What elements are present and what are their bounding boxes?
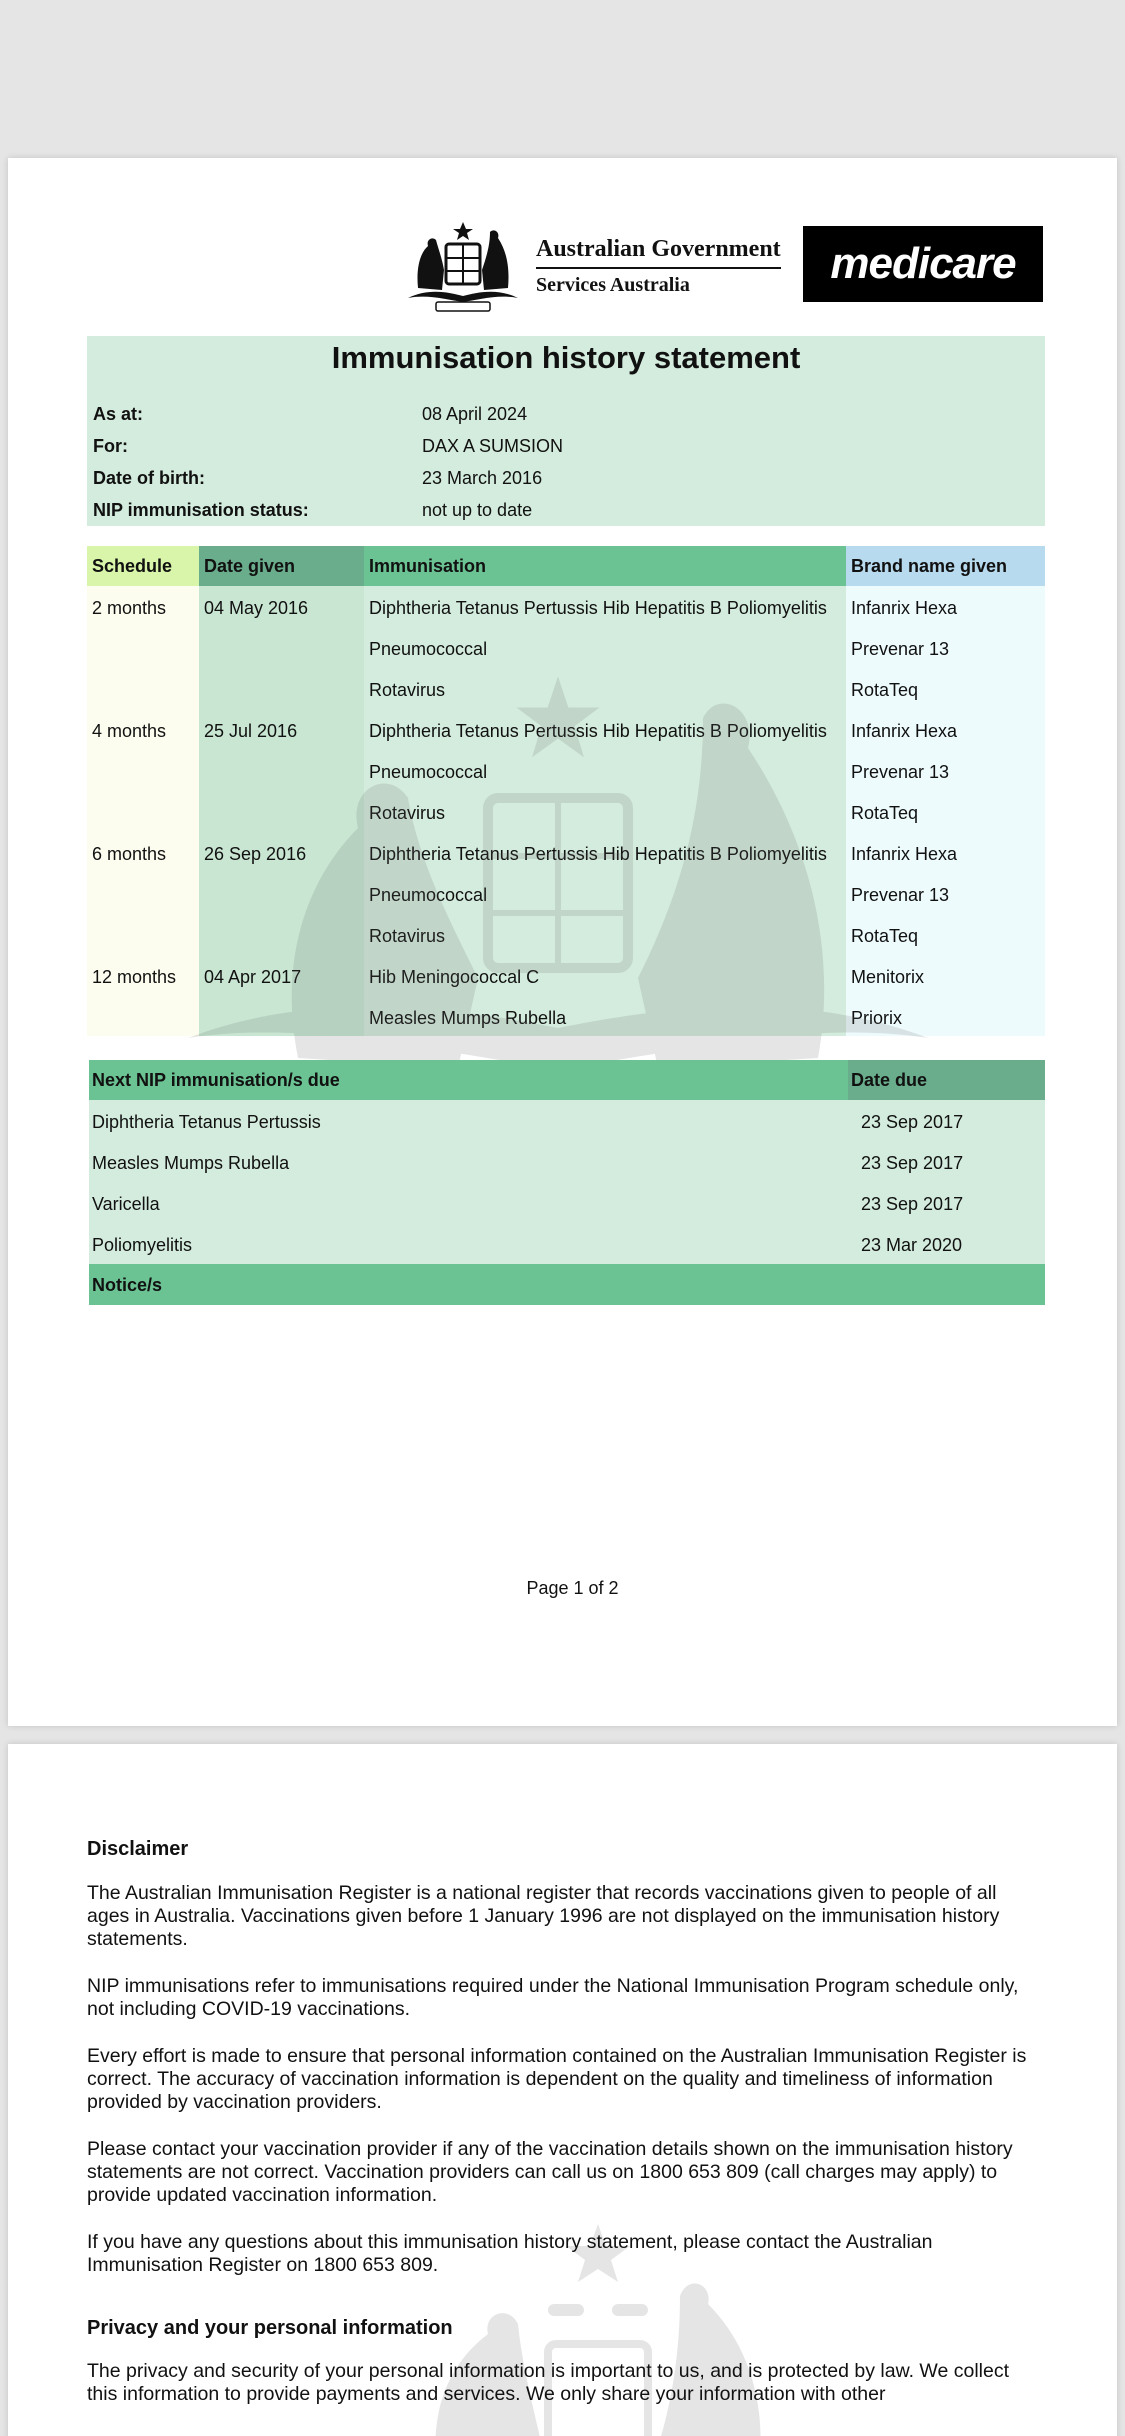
column-header-next-due: Next NIP immunisation/s due — [89, 1060, 848, 1100]
cell-brand: Prevenar 13 — [851, 639, 950, 659]
column-header-immunisation: Immunisation — [364, 546, 846, 586]
cell-date: 23 Mar 2020 — [861, 1235, 963, 1255]
cell-brand: RotaTeq — [851, 680, 919, 700]
disclaimer-heading: Disclaimer — [87, 1838, 189, 1860]
agency-department: Services Australia — [536, 274, 690, 296]
medicare-logo: medicare — [803, 226, 1043, 302]
cell-brand: Infanrix Hexa — [851, 844, 958, 864]
cell-brand: Prevenar 13 — [851, 885, 950, 905]
info-label: For: — [93, 436, 128, 456]
disclaimer-paragraph: The Australian Immunisation Register is a national register that records vaccinations given to people of all ages in Australia. Vaccinations given before 1 January 1996 are not displayed on the immunisation history statements. — [87, 1882, 1000, 1950]
column-header-date-given: Date given — [199, 546, 364, 586]
notices-header: Notice/s — [89, 1264, 1045, 1305]
agency-wordmark — [536, 236, 781, 297]
agency-logo-group — [398, 218, 1038, 318]
cell-schedule: 2 months — [92, 598, 167, 618]
cell-date: 25 Jul 2016 — [204, 721, 298, 741]
cell-immunisation: Pneumococcal — [369, 762, 488, 782]
cell-brand: RotaTeq — [851, 926, 919, 946]
info-value: 23 March 2016 — [422, 468, 543, 488]
disclaimer-paragraph: NIP immunisations refer to immunisations required under the National Immunisation Program schedule only, not including COVID-19 vaccinations. — [87, 1975, 1019, 2020]
statement-page-2 — [8, 1744, 1117, 2436]
cell-brand: Prevenar 13 — [851, 762, 950, 782]
cell-immunisation: Pneumococcal — [369, 639, 488, 659]
cell-name: Varicella — [92, 1194, 160, 1214]
cell-name: Poliomyelitis — [92, 1235, 193, 1255]
cell-date: 04 May 2016 — [204, 598, 309, 618]
cell-immunisation: Rotavirus — [369, 803, 446, 823]
cell-immunisation: Diphtheria Tetanus Pertussis Hib Hepatitis B Poliomyelitis — [369, 721, 827, 741]
column-header-schedule: Schedule — [87, 546, 199, 586]
cell-brand: Infanrix Hexa — [851, 721, 958, 741]
column-header-date-due: Date due — [848, 1060, 1045, 1100]
cell-date: 23 Sep 2017 — [861, 1194, 964, 1214]
cell-brand: Menitorix — [851, 967, 925, 987]
cell-immunisation: Diphtheria Tetanus Pertussis Hib Hepatitis B Poliomyelitis — [369, 598, 827, 618]
cell-brand: RotaTeq — [851, 803, 919, 823]
coat-of-arms-icon — [398, 218, 528, 314]
cell-date: 04 Apr 2017 — [204, 967, 302, 987]
disclaimer-paragraph: Every effort is made to ensure that personal information contained on the Australian Immunisation Register is correct. The accuracy of vaccination information is dependent on the quality and timeliness of information provided by vaccination providers. — [87, 2045, 1027, 2113]
cell-immunisation: Pneumococcal — [369, 885, 488, 905]
info-value: 08 April 2024 — [422, 404, 528, 424]
statement-page-1 — [8, 158, 1117, 1726]
cell-date: 23 Sep 2017 — [861, 1112, 964, 1132]
cell-immunisation: Diphtheria Tetanus Pertussis Hib Hepatitis B Poliomyelitis — [369, 844, 827, 864]
info-value: not up to date — [422, 500, 533, 520]
cell-date: 26 Sep 2016 — [204, 844, 307, 864]
disclaimer-paragraph: Please contact your vaccination provider if any of the vaccination details shown on the immunisation history statements are not correct. Vaccination providers can call us on 1800 653 809 (call charges may apply) to provide updated vaccination information. — [87, 2138, 1013, 2206]
disclaimer-section — [87, 1838, 1037, 2406]
info-label: As at: — [93, 404, 144, 424]
info-label: NIP immunisation status: — [93, 500, 309, 520]
disclaimer-paragraph: If you have any questions about this immunisation history statement, please contact the Australian Immunisation Register on 1800 653 809. — [87, 2231, 933, 2276]
cell-immunisation: Measles Mumps Rubella — [369, 1008, 567, 1028]
cell-date: 23 Sep 2017 — [861, 1153, 964, 1173]
info-label: Date of birth: — [93, 468, 205, 488]
cell-brand: Infanrix Hexa — [851, 598, 958, 618]
cell-schedule: 6 months — [92, 844, 167, 864]
cell-schedule: 4 months — [92, 721, 167, 741]
cell-brand: Priorix — [851, 1008, 903, 1028]
cell-immunisation: Rotavirus — [369, 680, 446, 700]
cell-name: Diphtheria Tetanus Pertussis — [92, 1112, 321, 1132]
cell-schedule: 12 months — [92, 967, 177, 987]
page-title: Immunisation history statement — [331, 340, 801, 375]
cell-immunisation: Hib Meningococcal C — [369, 967, 540, 987]
cell-immunisation: Rotavirus — [369, 926, 446, 946]
privacy-paragraph: The privacy and security of your personal information is important to us, and is protected by law. We collect this information to provide payments and services. We only share your information with other — [87, 2360, 1009, 2405]
page-number: Page 1 of 2 — [526, 1578, 619, 1598]
column-header-brand: Brand name given — [846, 546, 1045, 586]
agency-name: Australian Government — [536, 236, 781, 269]
cell-name: Measles Mumps Rubella — [92, 1153, 290, 1173]
statement-header — [87, 336, 1045, 526]
info-value: DAX A SUMSION — [422, 436, 564, 456]
privacy-heading: Privacy and your personal information — [87, 2317, 453, 2339]
